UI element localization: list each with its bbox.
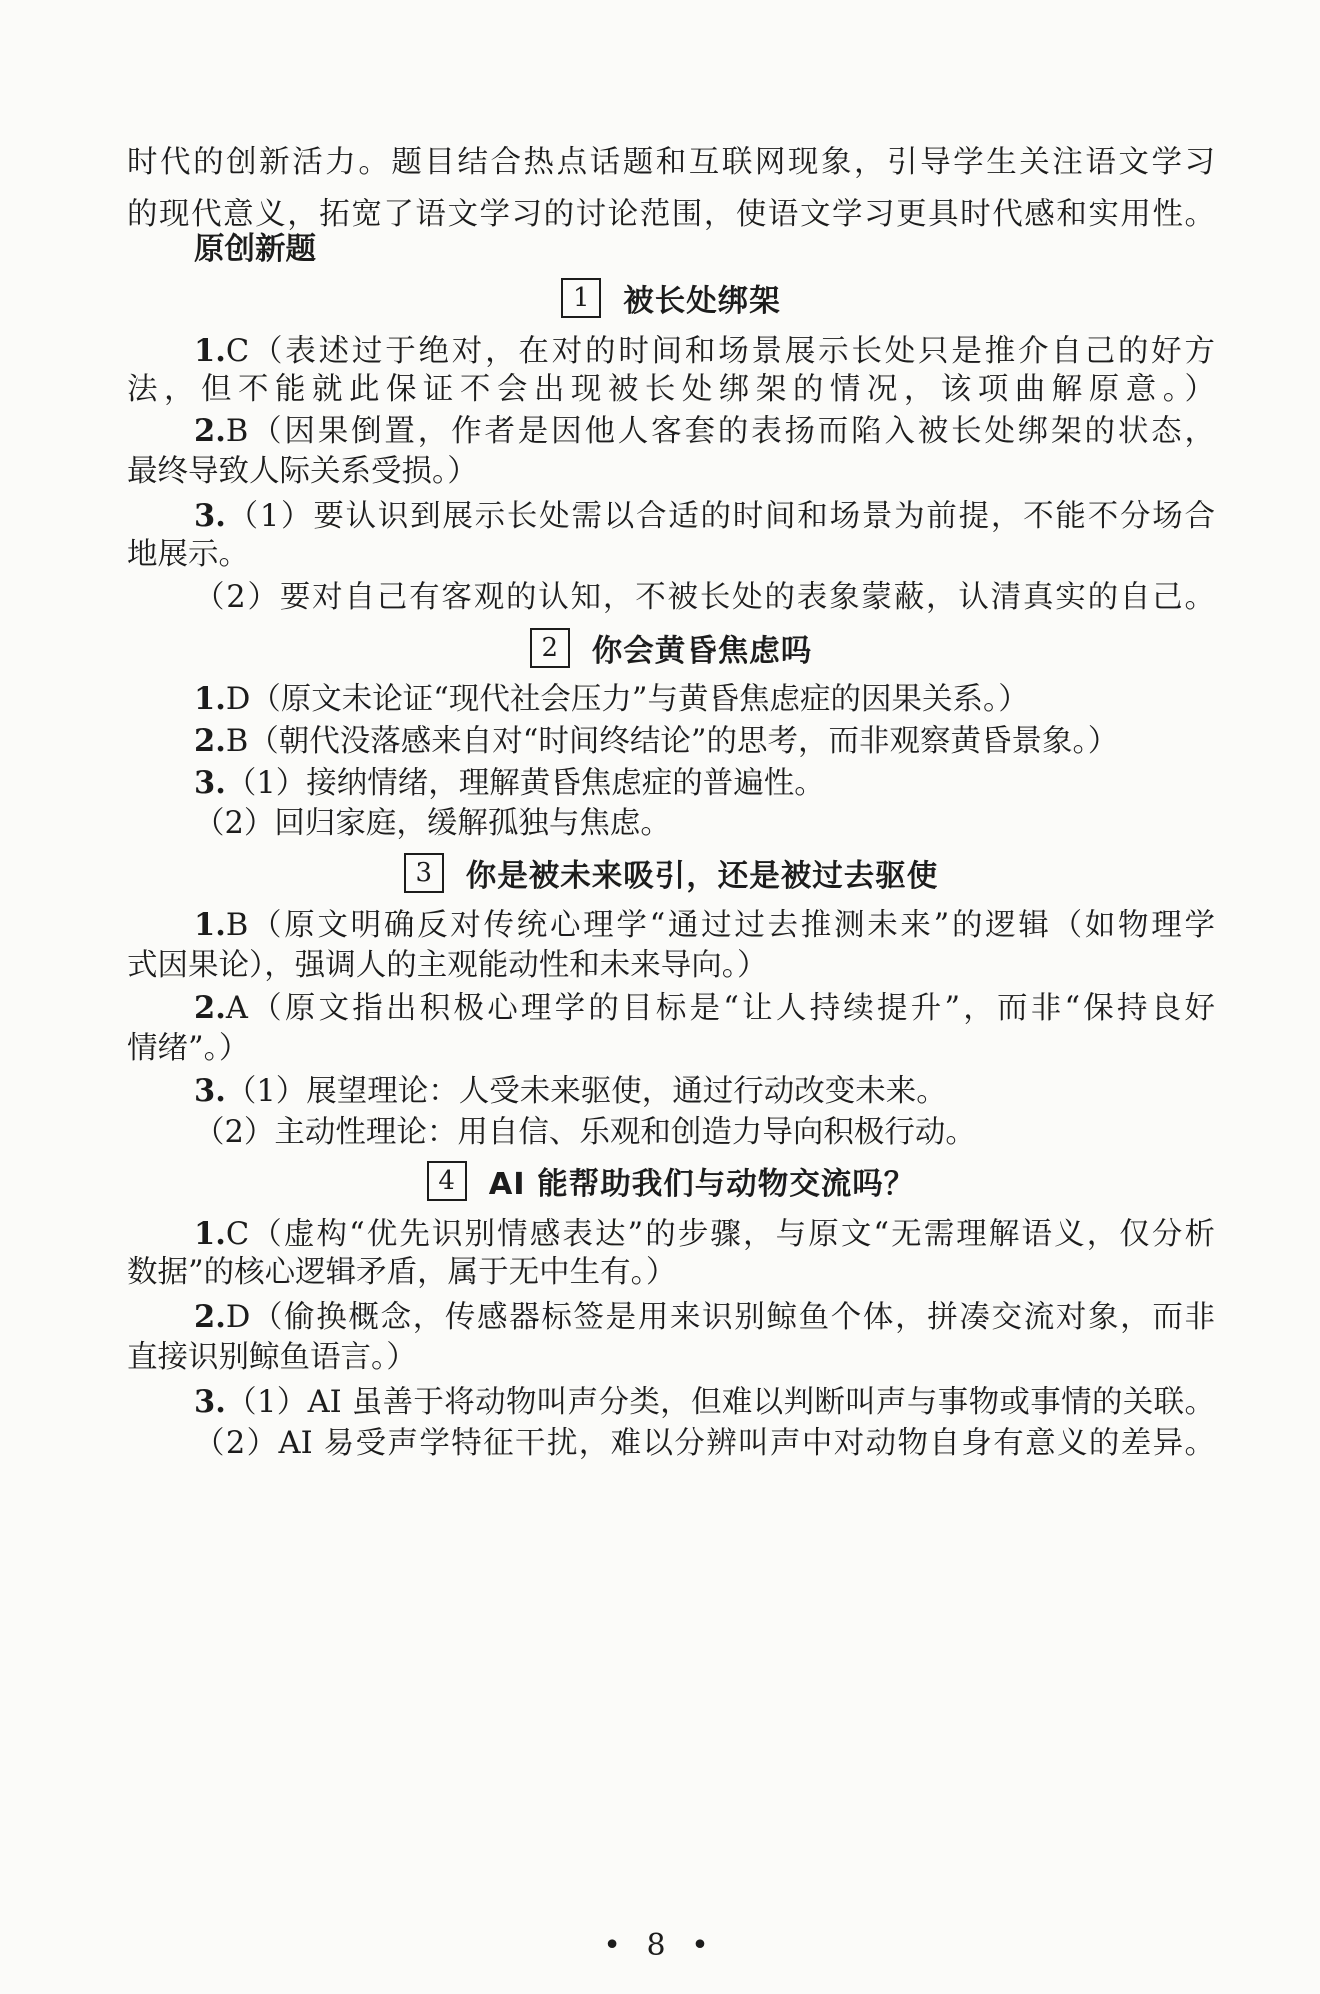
article-heading-2 bbox=[127, 620, 1215, 676]
article-number-box: 4 bbox=[427, 1161, 467, 1201]
article-title: AI 能帮助我们与动物交流吗？ bbox=[488, 1167, 916, 1202]
answer-line: （2）要对自己有客观的认知，不被长处的表象蒙蔽，认清真实的自己。 bbox=[194, 580, 1215, 615]
answer-line: 3.（1）要认识到展示长处需以合适的时间和场景为前提，不能不分场合 bbox=[194, 498, 1215, 534]
intro-line-1: 时代的创新活力。题目结合热点话题和互联网现象，引导学生关注语文学习 bbox=[127, 145, 1215, 180]
article-number-box: 3 bbox=[404, 853, 444, 893]
answer-line: 1.B（原文明确反对传统心理学“通过过去推测未来”的逻辑（如物理学 bbox=[194, 907, 1215, 943]
article-title: 被长处绑架 bbox=[623, 284, 781, 319]
answer-line: 数据”的核心逻辑矛盾，属于无中生有。） bbox=[127, 1255, 677, 1290]
answer-line: （2）回归家庭，缓解孤独与焦虑。 bbox=[194, 806, 671, 841]
page-number: • 8 • bbox=[603, 1928, 717, 1963]
answer-line: 1.C（表述过于绝对，在对的时间和场景展示长处只是推介自己的好方 bbox=[194, 333, 1215, 369]
answer-line: （2）主动性理论：用自信、乐观和创造力导向积极行动。 bbox=[194, 1115, 976, 1150]
intro-line-2: 的现代意义，拓宽了语文学习的讨论范围，使语文学习更具时代感和实用性。 bbox=[127, 197, 1215, 232]
section-label: 原创新题 bbox=[194, 232, 316, 267]
article-number-box: 2 bbox=[530, 628, 570, 668]
article-heading-1 bbox=[127, 270, 1215, 326]
answer-line: 1.D（原文未论证“现代社会压力”与黄昏焦虑症的因果关系。） bbox=[194, 681, 1029, 717]
answer-line: 式因果论），强调人的主观能动性和未来导向。） bbox=[127, 948, 768, 983]
answer-line: 法，但不能就此保证不会出现被长处绑架的情况，该项曲解原意。） bbox=[127, 372, 1215, 407]
answer-line: 2.A（原文指出积极心理学的目标是“让人持续提升”，而非“保持良好 bbox=[194, 990, 1215, 1026]
article-number-box: 1 bbox=[561, 278, 601, 318]
answer-line: 情绪”。） bbox=[127, 1031, 250, 1066]
answer-line: 2.D（偷换概念，传感器标签是用来识别鲸鱼个体，拼凑交流对象，而非 bbox=[194, 1299, 1215, 1335]
answer-line: 1.C（虚构“优先识别情感表达”的步骤，与原文“无需理解语义，仅分析 bbox=[194, 1216, 1215, 1252]
answer-line: 3.（1）展望理论：人受未来驱使，通过行动改变未来。 bbox=[194, 1073, 947, 1109]
article-title: 你会黄昏焦虑吗 bbox=[591, 634, 813, 669]
answer-line: 2.B（因果倒置，作者是因他人客套的表扬而陷入被长处绑架的状态， bbox=[194, 413, 1215, 449]
answer-line: 3.（1）AI 虽善于将动物叫声分类，但难以判断叫声与事物或事情的关联。 bbox=[194, 1384, 1215, 1420]
answer-line: 最终导致人际关系受损。） bbox=[127, 454, 478, 489]
article-heading-4 bbox=[127, 1153, 1215, 1209]
answer-line: （2）AI 易受声学特征干扰，难以分辨叫声中对动物自身有意义的差异。 bbox=[194, 1426, 1215, 1461]
answer-line: 直接识别鲸鱼语言。） bbox=[127, 1340, 417, 1375]
answer-line: 地展示。 bbox=[127, 537, 249, 572]
article-heading-3 bbox=[127, 845, 1215, 901]
answer-line: 3.（1）接纳情绪，理解黄昏焦虑症的普遍性。 bbox=[194, 765, 825, 801]
article-title: 你是被未来吸引，还是被过去驱使 bbox=[465, 859, 939, 894]
answer-line: 2.B（朝代没落感来自对“时间终结论”的思考，而非观察黄昏景象。） bbox=[194, 723, 1119, 759]
